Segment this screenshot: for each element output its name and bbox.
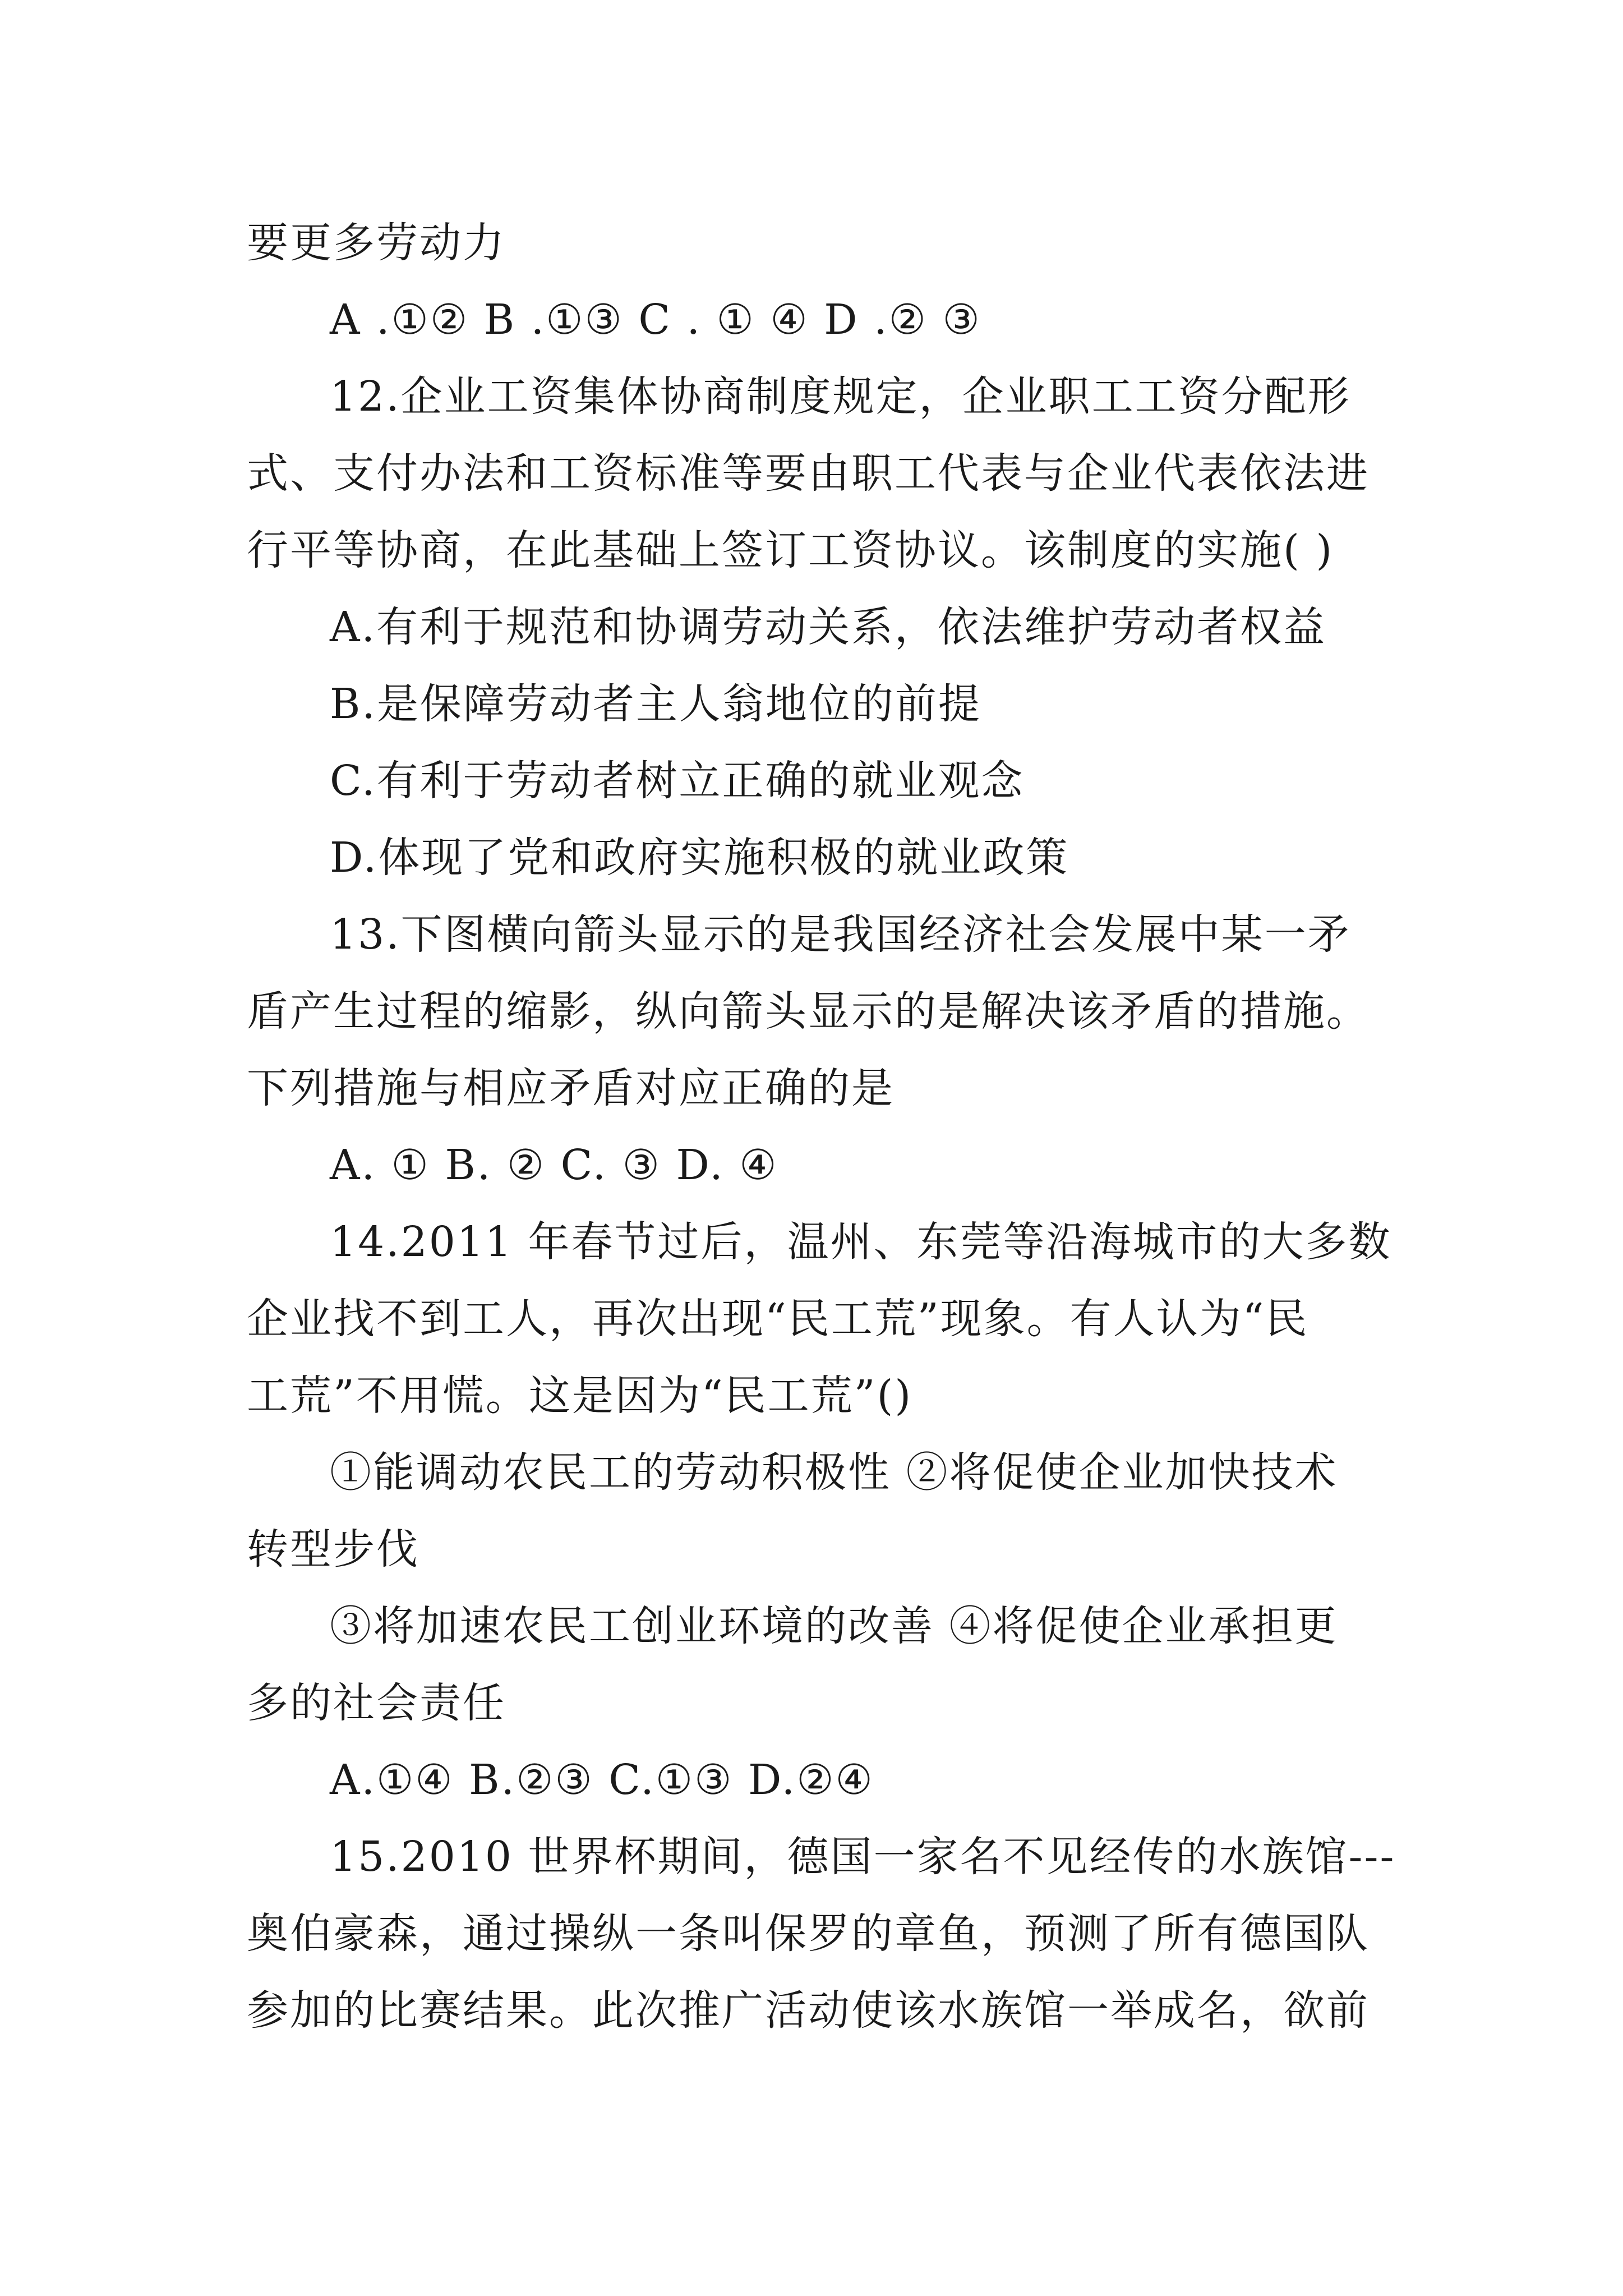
text-line: 参加的比赛结果。此次推广活动使该水族馆一举成名，欲前	[247, 1986, 1370, 2035]
text-line: 13.下图横向箭头显示的是我国经济社会发展中某一矛	[330, 910, 1351, 959]
text-line: 工荒”不用慌。这是因为“民工荒”()	[247, 1372, 913, 1420]
text-line: 多的社会责任	[247, 1679, 506, 1727]
text-line: ①能调动农民工的劳动积极性 ②将促使企业加快技术	[330, 1448, 1338, 1497]
text-line: A. ① B. ② C. ③ D. ④	[330, 1141, 778, 1189]
text-line: A.①④ B.②③ C.①③ D.②④	[330, 1756, 874, 1804]
text-line: C.有利于劳动者树立正确的就业观念	[330, 757, 1025, 805]
text-line: A.有利于规范和协调劳动关系，依法维护劳动者权益	[330, 603, 1326, 651]
text-line: A .①② B .①③ C . ① ④ D .② ③	[330, 296, 981, 344]
text-line: 式、支付办法和工资标准等要由职工代表与企业代表依法进	[247, 449, 1370, 498]
text-line: 要更多劳动力	[247, 219, 506, 267]
text-line: 奥伯豪森，通过操纵一条叫保罗的章鱼，预测了所有德国队	[247, 1910, 1370, 1958]
text-line: 12.企业工资集体协商制度规定，企业职工工资分配形	[330, 372, 1351, 421]
text-line: 企业找不到工人，再次出现“民工荒”现象。有人认为“民	[247, 1295, 1309, 1343]
document-body	[247, 205, 1402, 2049]
text-line: D.体现了党和政府实施积极的就业政策	[330, 834, 1069, 882]
text-line: 下列措施与相应矛盾对应正确的是	[247, 1064, 895, 1112]
text-line: 15.2010 世界杯期间，德国一家名不见经传的水族馆---	[330, 1833, 1396, 1881]
text-line: ③将加速农民工创业环境的改善 ④将促使企业承担更	[330, 1602, 1338, 1650]
text-line: B.是保障劳动者主人翁地位的前提	[330, 680, 981, 728]
text-line: 盾产生过程的缩影，纵向箭头显示的是解决该矛盾的措施。	[247, 987, 1370, 1036]
text-line: 转型步伐	[247, 1525, 419, 1573]
text-line: 14.2011 年春节过后，温州、东莞等沿海城市的大多数	[330, 1218, 1392, 1266]
text-line: 行平等协商，在此基础上签订工资协议。该制度的实施( )	[247, 526, 1334, 574]
